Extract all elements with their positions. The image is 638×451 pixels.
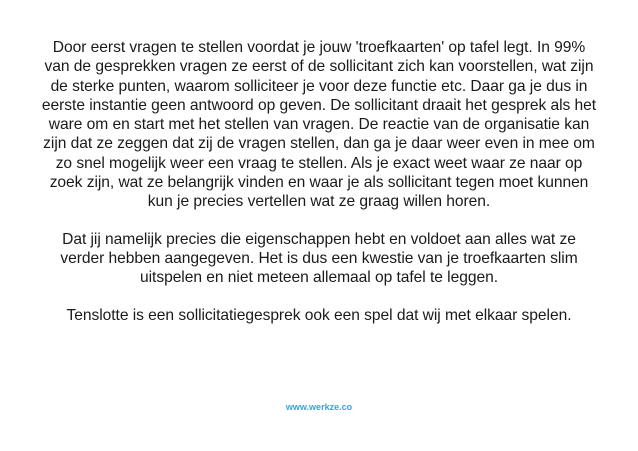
body-text (40, 38, 598, 325)
paragraph-1: Door eerst vragen te stellen voordat je jouw 'troefkaarten' op tafel legt. In 99% van de gesprekken vragen ze eerst of de sollicitant zich kan voorstellen, wat zijn de sterke punten, waarom solliciteer je voor deze functie etc. Daar ga je dus in eerste instantie geen antwoord op geven. De sollicitant draait het gesprek als het ware om en start met het stellen van vragen. De reactie van de organisatie kan zijn dat ze zeggen dat zij de vragen stellen, dan ga je daar weer even in mee om zo snel mogelijk weer een vraag te stellen. Als je exact weet waar ze naar op zoek zijn, wat ze belangrijk vinden en waar je als sollicitant tegen moet kunnen kun je precies vertellen wat ze graag willen horen. (41, 39, 597, 211)
paragraph-3: Tenslotte is een sollicitatiegesprek ook een spel dat wij met elkaar spelen. (66, 306, 572, 324)
website-link[interactable]: www.werkze.co (285, 402, 353, 412)
paragraph-2: Dat jij namelijk precies die eigenschappen hebt en voldoet aan alles wat ze verder hebben aangegeven. Het is dus een kwestie van je troefkaarten slim uitspelen en niet meteen allemaal op tafel te leggen. (60, 230, 578, 287)
